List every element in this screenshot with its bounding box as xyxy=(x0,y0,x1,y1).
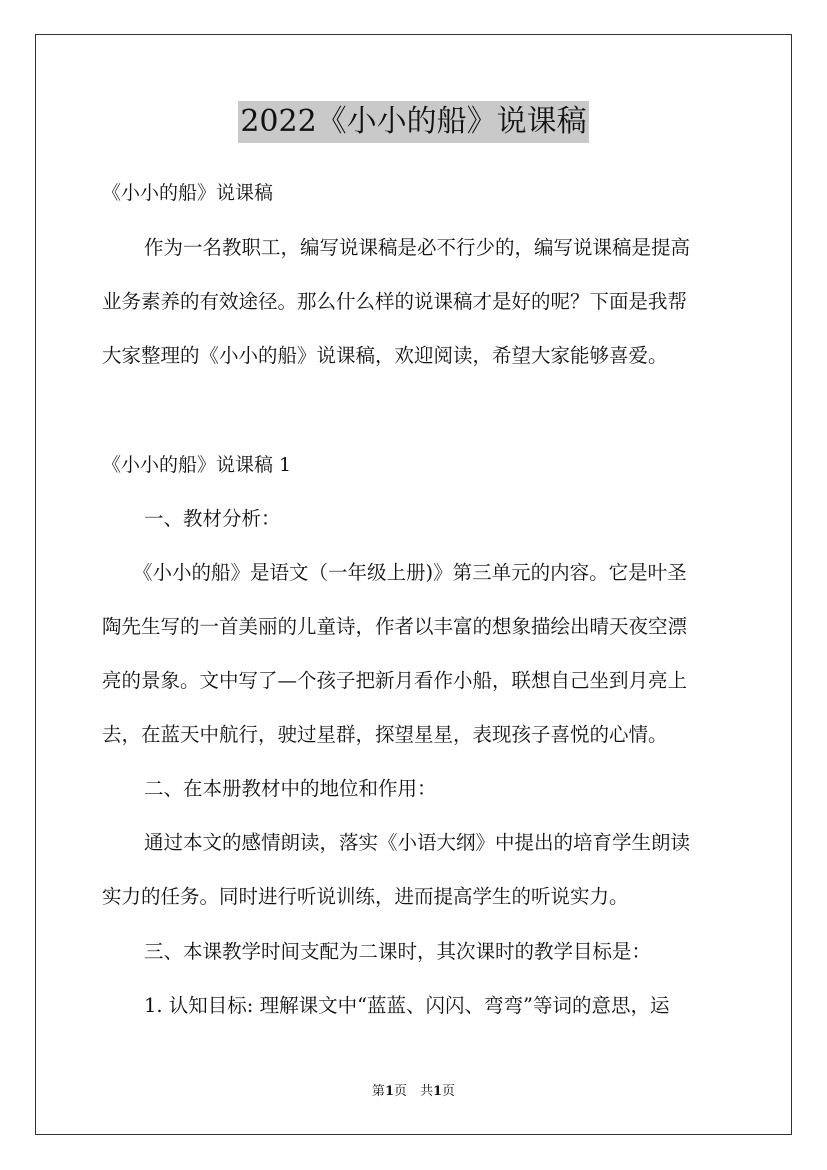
document-title: 2022《小小的船》说课稿 xyxy=(238,101,588,143)
footer-page-suffix: 页 xyxy=(442,1084,456,1099)
intro-line-2: 业务素养的有效途径。那么什么样的说课稿才是好的呢？下面是我帮 xyxy=(102,290,688,313)
intro-line-3: 大家整理的《小小的船》说课稿，欢迎阅读，希望大家能够喜爱。 xyxy=(102,344,668,367)
para-1-line-1: 《小小的船》是语文（一年级上册)》第三单元的内容。它是叶圣 xyxy=(133,561,687,584)
point-1: 1. 认知目标: 理解课文中“蓝蓝、闪闪、弯弯”等词的意思，运 xyxy=(144,994,670,1017)
page-footer xyxy=(0,1083,827,1101)
footer-page-total: 1 xyxy=(433,1084,443,1099)
heading-1: 一、教材分析： xyxy=(144,507,281,530)
footer-page-prefix: 第 xyxy=(371,1084,385,1099)
heading-2: 二、在本册教材中的地位和作用： xyxy=(144,777,437,800)
para-1-line-2: 陶先生写的一首美丽的儿童诗，作者以丰富的想象描绘出晴天夜空漂 xyxy=(102,615,688,638)
footer-page-mid: 页 共 xyxy=(393,1084,433,1099)
heading-3: 三、本课教学时间支配为二课时，其次课时的教学目标是： xyxy=(144,940,652,963)
para-1-line-4: 去，在蓝天中航行，驶过星群，探望星星，表现孩子喜悦的心情。 xyxy=(102,723,668,746)
footer-page-number: 1 xyxy=(384,1084,394,1099)
section-title: 《小小的船》说课稿 1 xyxy=(102,454,292,476)
title-wrap xyxy=(0,101,827,143)
para-1-line-3: 亮的景象。文中写了—个孩子把新月看作小船，联想自己坐到月亮上 xyxy=(102,669,688,692)
para-2-line-1: 通过本文的感情朗读，落实《小语大纲》中提出的培育学生朗读 xyxy=(144,831,691,854)
para-2-line-2: 实力的任务。同时进行听说训练，进而提高学生的听说实力。 xyxy=(102,885,629,908)
intro-line-1: 作为一名教职工，编写说课稿是必不行少的，编写说课稿是提高 xyxy=(144,236,691,259)
document-subtitle: 《小小的船》说课稿 xyxy=(102,182,274,204)
